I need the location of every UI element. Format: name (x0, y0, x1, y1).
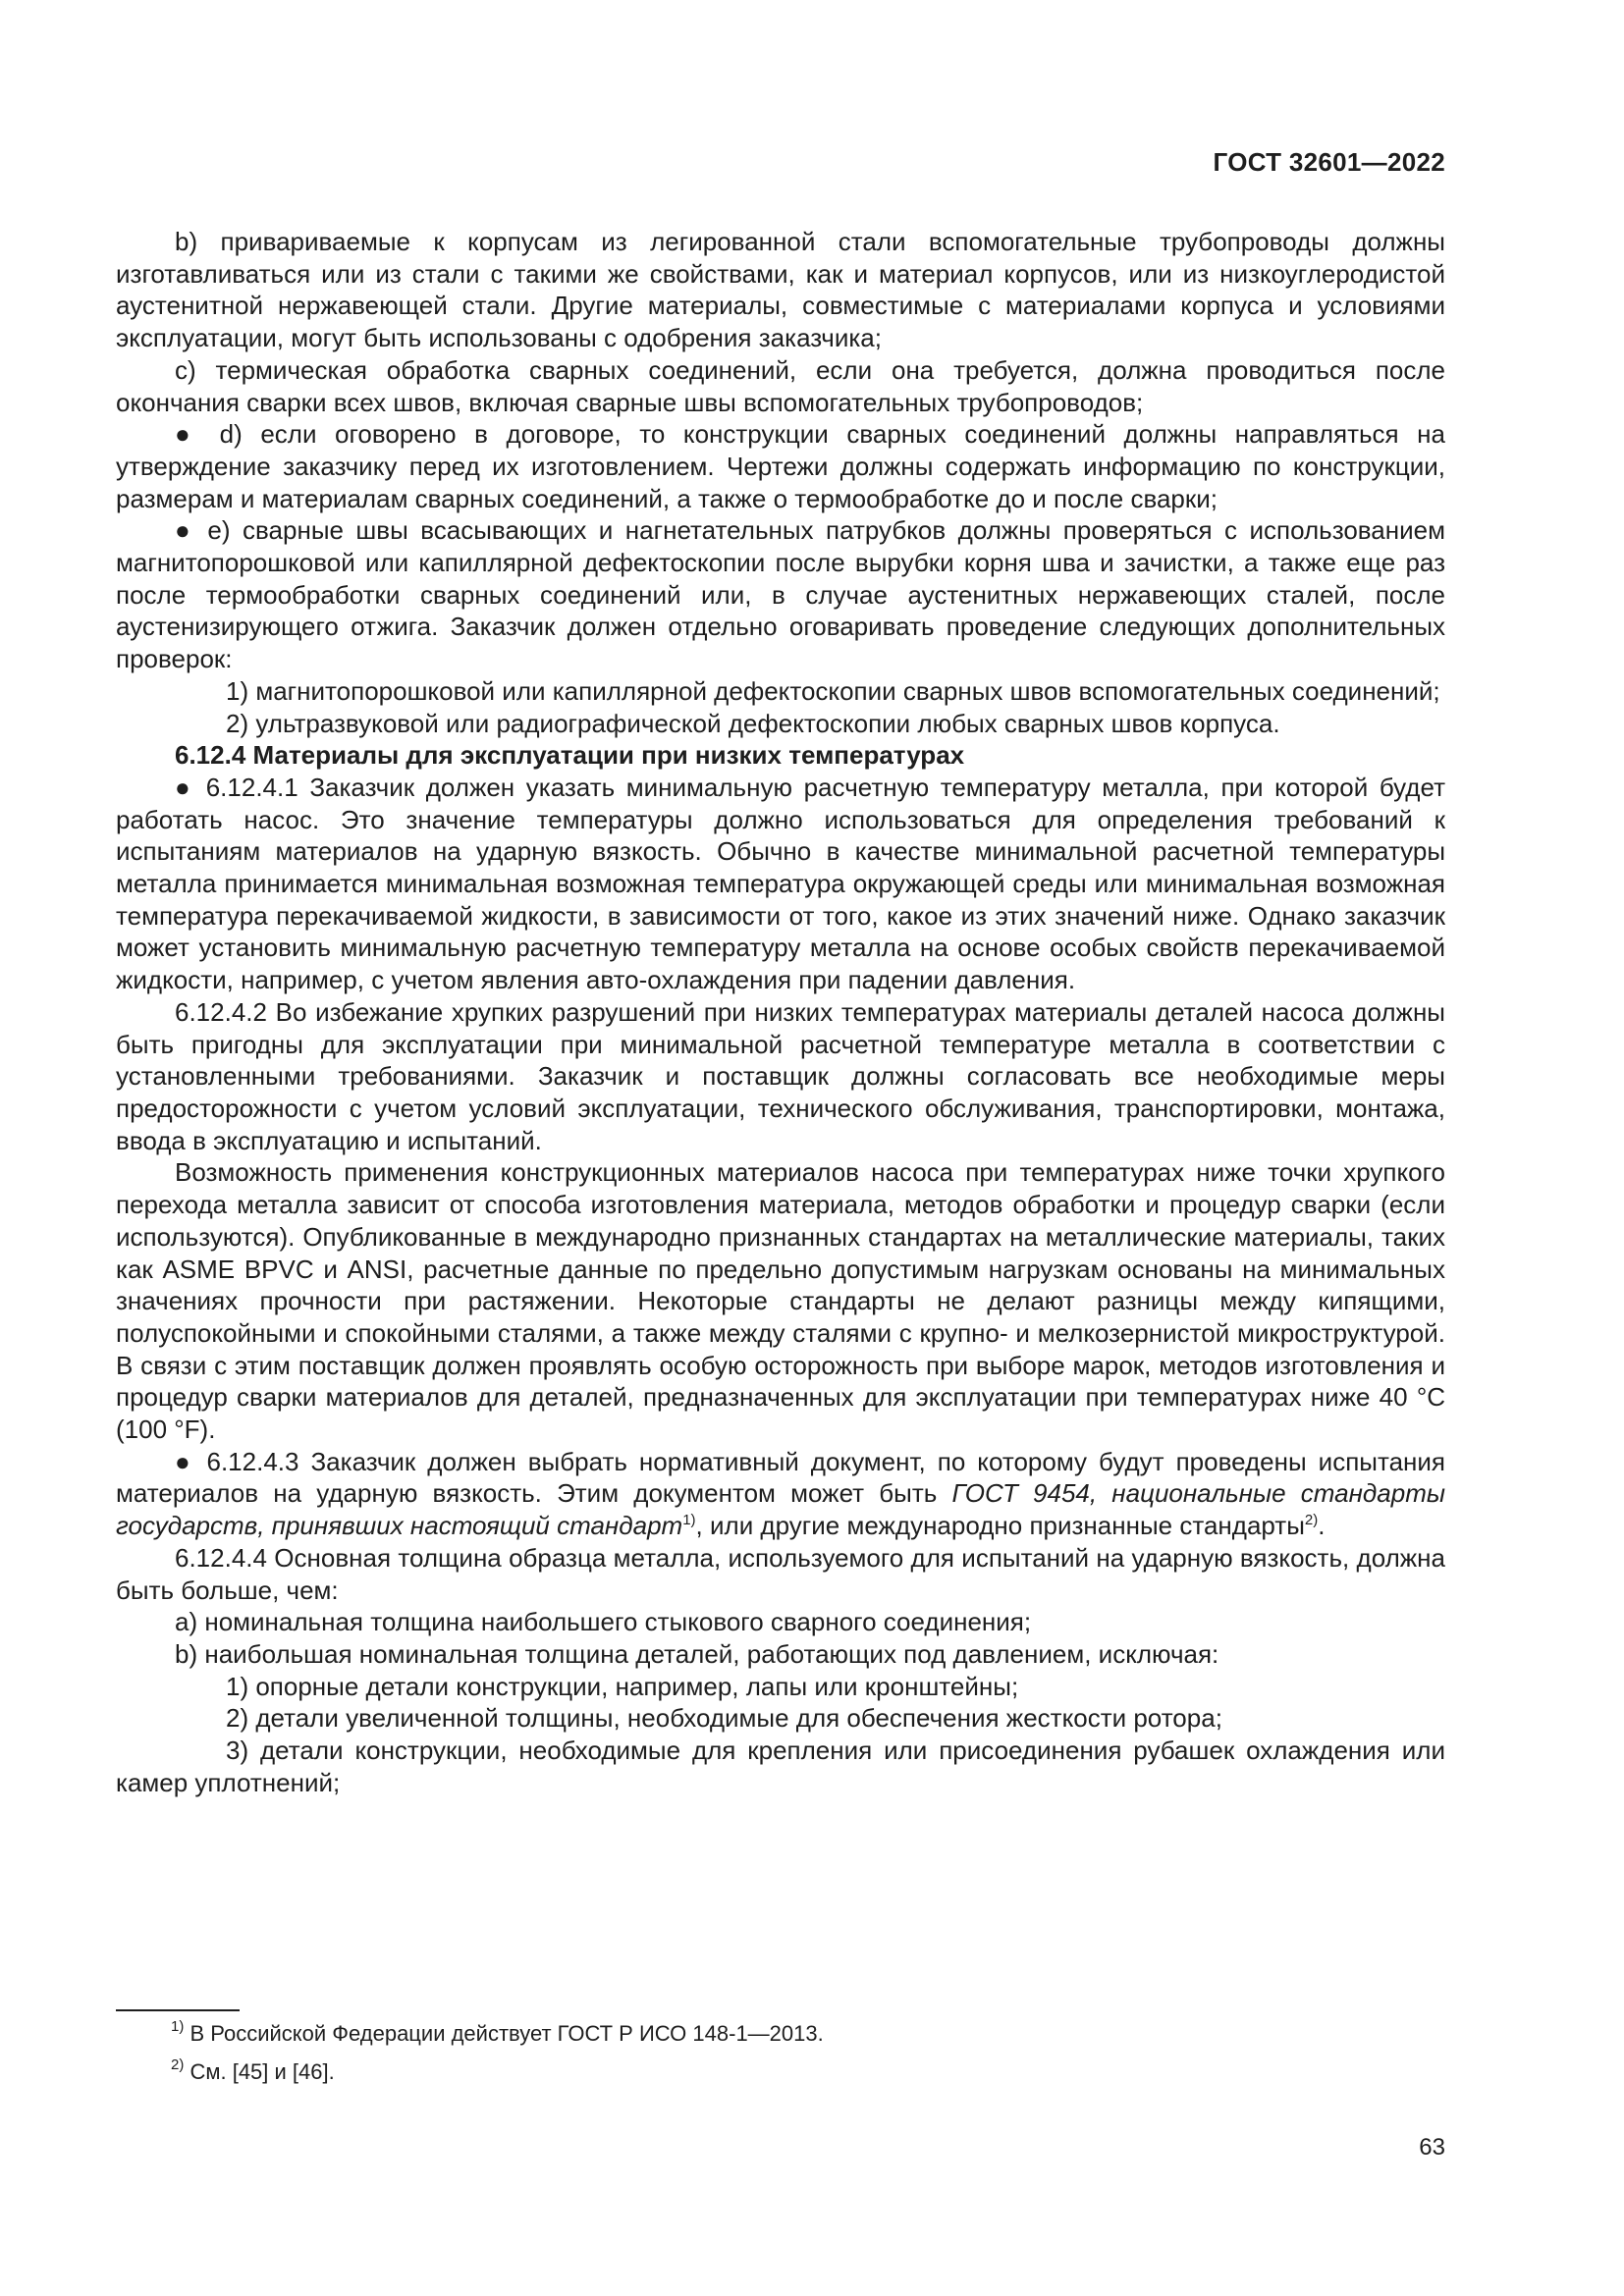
footnote-mark: 2) (171, 2056, 185, 2073)
clause-6-12-4-2-continued: Возможность применения конструкционных материалов насоса при температурах ниже точки хрупкого перехода металла зависит от способа изготовления материала, методов обработки и процедур сварки (если используются). Опубликованные в международно признанных стандартах на металлические материалы, таких как ASME BPVC и ANSI, расчетные данные по предельно допустимым нагрузкам основаны на минимальных значениях прочности при растяжении. Некоторые стандарты не делают разницы между кипящими, полуспокойными и спокойными сталями, а также между сталями с крупно- и мелкозернистой микроструктурой. В связи с этим поставщик должен проявлять особую осторожность при выборе марок, методов изготовления и процедур сварки материалов для деталей, предназначенных для эксплуатации при температурах ниже 40 °C (100 °F). (116, 1157, 1445, 1445)
clause-6-12-4-4: 6.12.4.4 Основная толщина образца металла, используемого для испытаний на ударную вязкость, должна быть больше, чем: (116, 1542, 1445, 1605)
footnote-2 (171, 2058, 335, 2086)
sublist-item-b1: 1) опорные детали конструкции, например, лапы или кронштейны; (226, 1671, 1019, 1701)
sublist-item-2: 2) ультразвуковой или радиографической дефектоскопии любых сварных швов корпуса. (226, 708, 1280, 738)
footnote-mark: 1) (171, 2018, 185, 2035)
list-item-c: c) термическая обработка сварных соединений, если она требуется, должна проводиться после окончания сварки всех швов, включая сварные швы вспомогательных трубопроводов; (116, 354, 1445, 417)
clause-6-12-4-1: ● 6.12.4.1 Заказчик должен указать минимальную расчетную температуру металла, при которой будет работать насос. Это значение температуры должно использоваться для определения требований к испытаниям материалов на ударную вязкость. Обычно в качестве минимальной расчетной температуры металла принимается минимальная возможная температура окружающей среды или минимальная возможная температура перекачиваемой жидкости, в зависимости от того, какое из этих значений ниже. Однако заказчик может установить минимальную расчетную температуру металла на основе особых свойств перекачиваемой жидкости, например, с учетом явления авто-охлаждения при падении давления. (116, 772, 1445, 995)
section-heading: 6.12.4 Материалы для эксплуатации при низких температурах (175, 740, 965, 771)
sublist-item-b3: 3) детали конструкции, необходимые для крепления или присоединения рубашек охлаждения или камер уплотнений; (116, 1735, 1445, 1797)
list-item-b2: b) наибольшая номинальная толщина деталей, работающих под давлением, исключая: (175, 1638, 1219, 1669)
page-number: 63 (1419, 2134, 1445, 2161)
footnote-text: В Российской Федерации действует ГОСТ Р ИСО 148-1—2013. (189, 2021, 824, 2046)
footnote-separator (116, 2009, 240, 2011)
sublist-item-1: 1) магнитопорошковой или капиллярной дефектоскопии сварных швов вспомогательных соединений; (226, 675, 1440, 706)
clause-text-end: . (1318, 1511, 1326, 1541)
referenced-standard: ГОСТ 9454, национальные стандарты государств, принявших настоящий стандарт (116, 1478, 1445, 1541)
list-item-e: ● e) сварные швы всасывающих и нагнетательных патрубков должны проверяться с использованием магнитопорошковой или капиллярной дефектоскопии после вырубки корня шва и зачистки, а также еще раз после термообработки сварных соединений или, в случае аустенитных нержавеющих сталей, после аустенизирующего отжига. Заказчик должен отдельно оговаривать проведение следующих дополнительных проверок: (116, 515, 1445, 674)
footnote-ref-1: 1) (682, 1512, 696, 1529)
list-item-b: b) привариваемые к корпусам из легированной стали вспомогательные трубопроводы должны изготавливаться или из стали с такими же свойствами, как и материал корпусов, или из низкоуглеродистой аустенитной нержавеющей стали. Другие материалы, совместимые с материалами корпуса и условиями эксплуатации, могут быть использованы с одобрения заказчика; (116, 227, 1445, 353)
list-item-a: a) номинальная толщина наибольшего стыкового сварного соединения; (175, 1607, 1032, 1637)
sublist-item-b2: 2) детали увеличенной толщины, необходимые для обеспечения жесткости ротора; (226, 1703, 1222, 1734)
list-item-d: ● d) если оговорено в договоре, то конструкции сварных соединений должны направляться на утверждение заказчику перед их изготовлением. Чертежи должны содержать информацию по конструкции, размерам и материалам сварных соединений, а также о термообработке до и после сварки; (116, 419, 1445, 513)
clause-6-12-4-3 (116, 1446, 1445, 1542)
clause-text-continued: , или другие международно признанные стандарты (695, 1511, 1305, 1541)
footnote-1 (171, 2020, 824, 2048)
body-text (116, 226, 1445, 1798)
footnote-ref-2: 2) (1304, 1512, 1319, 1529)
clause-6-12-4-2: 6.12.4.2 Во избежание хрупких разрушений при низких температурах материалы деталей насоса должны быть пригодны для эксплуатации при минимальной расчетной температуре металла в соответствии с установленными требованиями. Заказчик и поставщик должны согласовать все необходимые меры предосторожности с учетом условий эксплуатации, технического обслуживания, транспортировки, монтажа, ввода в эксплуатацию и испытаний. (116, 996, 1445, 1155)
standard-header: ГОСТ 32601—2022 (1213, 147, 1445, 177)
clause-text: ● 6.12.4.3 Заказчик должен выбрать нормативный документ, по которому будут проведены испытания материалов на ударную вязкость. Этим документом может быть (116, 1446, 1445, 1509)
footnote-text: См. [45] и [46]. (189, 2059, 335, 2084)
